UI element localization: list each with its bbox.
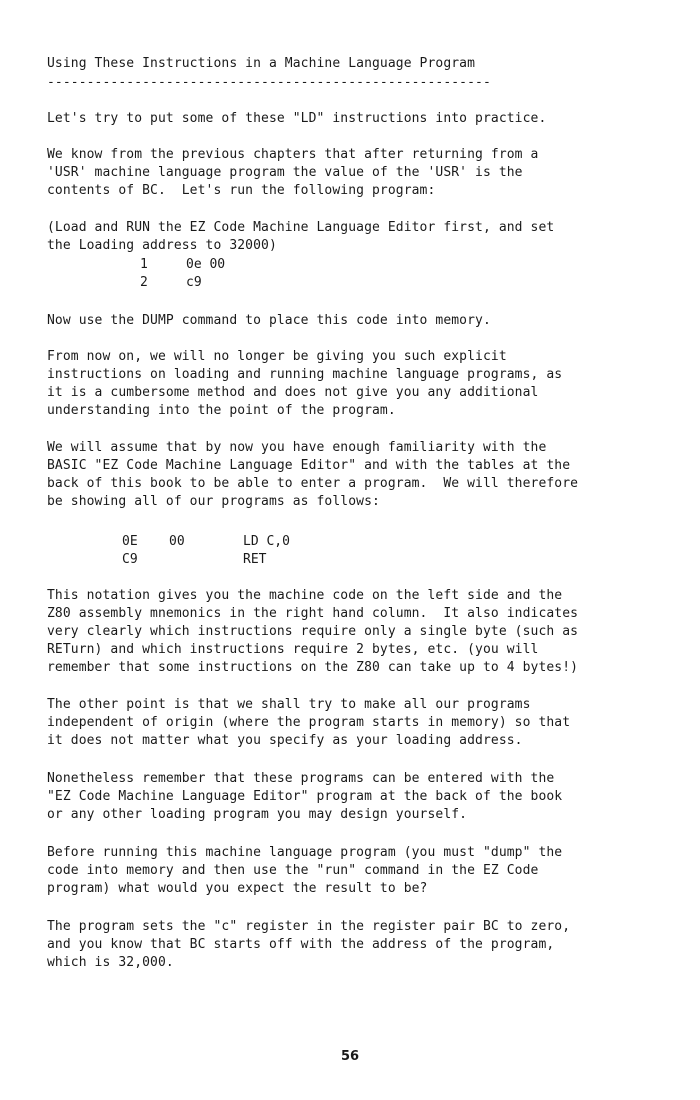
- paragraph-notation-line-4: RETurn) and which instructions require 2 bytes, etc. (you will: [47, 642, 539, 657]
- page-number: 56: [340, 1049, 360, 1064]
- paragraph-load-line-1: (Load and RUN the EZ Code Machine Language Editor first, and set: [47, 220, 555, 235]
- paragraph-explicit-line-4: understanding into the point of the program.: [47, 403, 396, 418]
- paragraph-answer-line-2: and you know that BC starts off with the address of the program,: [47, 937, 555, 952]
- paragraph-notation-line-5: remember that some instructions on the Z80 can take up to 4 bytes!): [47, 660, 579, 675]
- listing2-hex-byte: C9: [122, 552, 138, 567]
- paragraph-editor-line-1: Nonetheless remember that these programs can be entered with the: [47, 771, 555, 786]
- paragraph-familiarity-line-4: be showing all of our programs as follows:: [47, 494, 380, 509]
- paragraph-origin-line-2: independent of origin (where the program starts in memory) so that: [47, 715, 571, 730]
- paragraph-editor-line-3: or any other loading program you may design yourself.: [47, 807, 468, 822]
- section-heading: Using These Instructions in a Machine Language Program: [47, 56, 476, 71]
- listing1-line-number: 2: [140, 275, 148, 290]
- paragraph-explicit-line-2: instructions on loading and running machine language programs, as: [47, 367, 563, 382]
- paragraph-answer-line-3: which is 32,000.: [47, 955, 174, 970]
- paragraph-origin-line-3: it does not matter what you specify as your loading address.: [47, 733, 523, 748]
- paragraph-question-line-2: code into memory and then use the "run" command in the EZ Code: [47, 863, 539, 878]
- paragraph-usr-line-3: contents of BC. Let's run the following program:: [47, 183, 436, 198]
- paragraph-familiarity-line-2: BASIC "EZ Code Machine Language Editor" and with the tables at the: [47, 458, 571, 473]
- heading-underline: --------------------------------------------------------: [47, 75, 491, 90]
- listing1-code: c9: [186, 275, 202, 290]
- paragraph-familiarity-line-1: We will assume that by now you have enough familiarity with the: [47, 440, 547, 455]
- listing1-line-number: 1: [140, 257, 148, 272]
- paragraph-dump: Now use the DUMP command to place this code into memory.: [47, 313, 491, 328]
- listing1-code: 0e 00: [186, 257, 226, 272]
- paragraph-answer-line-1: The program sets the "c" register in the register pair BC to zero,: [47, 919, 571, 934]
- paragraph-explicit-line-1: From now on, we will no longer be giving you such explicit: [47, 349, 507, 364]
- listing2-mnemonic: LD C,0: [243, 534, 290, 549]
- paragraph-notation-line-1: This notation gives you the machine code on the left side and the: [47, 588, 563, 603]
- paragraph-origin-line-1: The other point is that we shall try to make all our programs: [47, 697, 531, 712]
- paragraph-question-line-1: Before running this machine language program (you must "dump" the: [47, 845, 563, 860]
- paragraph-editor-line-2: "EZ Code Machine Language Editor" program at the back of the book: [47, 789, 563, 804]
- listing2-hex-byte: 0E: [122, 534, 138, 549]
- paragraph-usr-line-1: We know from the previous chapters that after returning from a: [47, 147, 539, 162]
- paragraph-load-line-2: the Loading address to 32000): [47, 238, 277, 253]
- paragraph-intro: Let's try to put some of these "LD" instructions into practice.: [47, 111, 547, 126]
- paragraph-question-line-3: program) what would you expect the result to be?: [47, 881, 428, 896]
- listing2-mnemonic: RET: [243, 552, 267, 567]
- paragraph-notation-line-3: very clearly which instructions require only a single byte (such as: [47, 624, 579, 639]
- paragraph-usr-line-2: 'USR' machine language program the value of the 'USR' is the: [47, 165, 523, 180]
- paragraph-familiarity-line-3: back of this book to be able to enter a program. We will therefore: [47, 476, 579, 491]
- paragraph-notation-line-2: Z80 assembly mnemonics in the right hand column. It also indicates: [47, 606, 579, 621]
- paragraph-explicit-line-3: it is a cumbersome method and does not give you any additional: [47, 385, 539, 400]
- listing2-hex-byte: 00: [169, 534, 185, 549]
